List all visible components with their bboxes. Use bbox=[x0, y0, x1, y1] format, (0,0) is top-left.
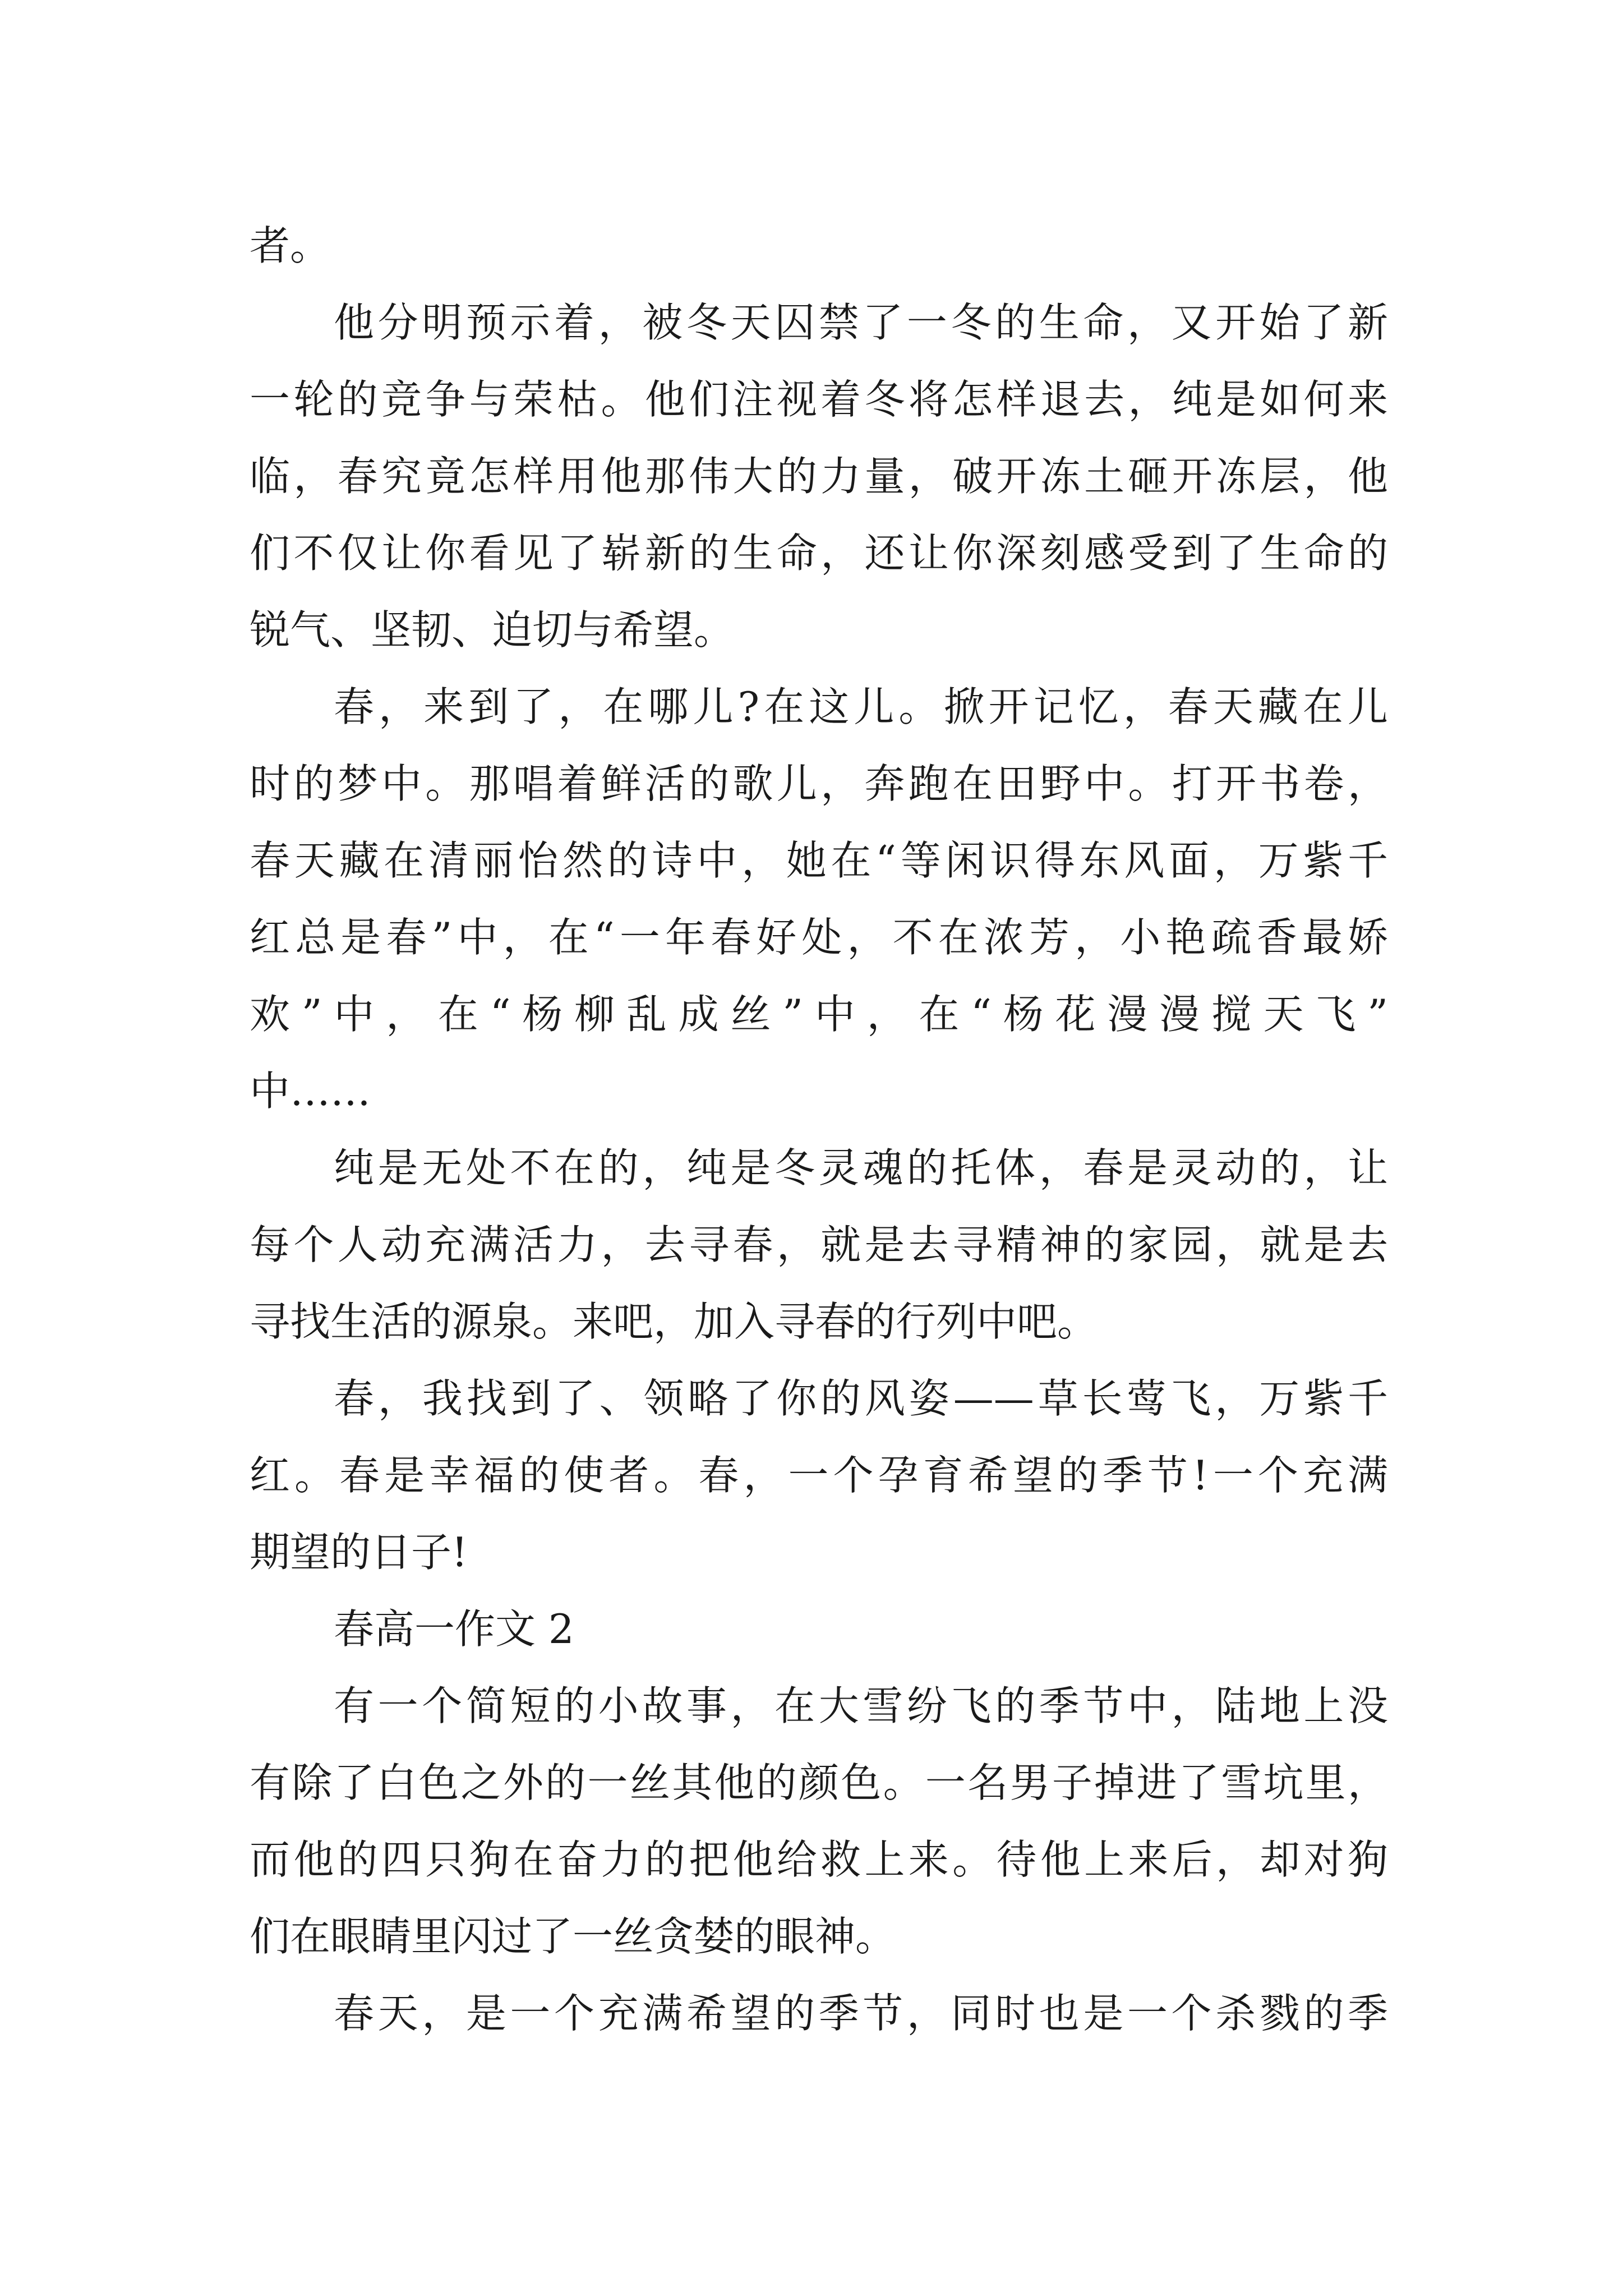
text-line: 寻找生活的源泉。来吧，加入寻春的行列中吧。 bbox=[250, 1298, 1098, 1345]
text-line: 每个人动充满活力，去寻春，就是去寻精神的家园，就是去 bbox=[250, 1221, 1388, 1268]
text-line: 有除了白色之外的一丝其他的颜色。一名男子掉进了雪坑里， bbox=[250, 1759, 1388, 1806]
text-line: 们不仅让你看见了崭新的生命，还让你深刻感受到了生命的 bbox=[250, 530, 1388, 577]
text-line: 红总是春”中，在“一年春好处，不在浓芳，小艳疏香最娇 bbox=[250, 914, 1388, 961]
text-line: 锐气、坚韧、迫切与希望。 bbox=[250, 606, 735, 654]
text-line: 春，我找到了、领略了你的风姿——草长莺飞，万紫千 bbox=[334, 1375, 1388, 1422]
text-line: 而他的四只狗在奋力的把他给救上来。待他上来后，却对狗 bbox=[250, 1836, 1388, 1883]
text-line: 者。 bbox=[250, 222, 331, 269]
document-body bbox=[250, 208, 1388, 2052]
text-line: 春，来到了，在哪儿?在这儿。掀开记忆，春天藏在儿 bbox=[334, 683, 1388, 730]
section-heading: 春高一作文 2 bbox=[334, 1605, 574, 1653]
text-line: 期望的日子! bbox=[250, 1529, 468, 1576]
text-line: 纯是无处不在的，纯是冬灵魂的托体，春是灵动的，让 bbox=[334, 1144, 1388, 1191]
text-line: 有一个简短的小故事，在大雪纷飞的季节中，陆地上没 bbox=[334, 1682, 1388, 1729]
text-line: 他分明预示着，被冬天囚禁了一冬的生命，又开始了新 bbox=[334, 299, 1388, 346]
text-line: 欢”中，在“杨柳乱成丝”中，在“杨花漫漫搅天飞” bbox=[250, 991, 1388, 1038]
text-line: 时的梦中。那唱着鲜活的歌儿，奔跑在田野中。打开书卷， bbox=[250, 760, 1388, 807]
text-line: 春天，是一个充满希望的季节，同时也是一个杀戮的季 bbox=[334, 1990, 1388, 2037]
text-line: 一轮的竞争与荣枯。他们注视着冬将怎样退去，纯是如何来 bbox=[250, 376, 1388, 423]
text-line: 们在眼睛里闪过了一丝贪婪的眼神。 bbox=[250, 1913, 896, 1960]
text-line: 临，春究竟怎样用他那伟大的力量，破开冻土砸开冻层，他 bbox=[250, 453, 1388, 500]
text-line: 红。春是幸福的使者。春，一个孕育希望的季节!一个充满 bbox=[250, 1452, 1388, 1499]
text-line: 春天藏在清丽怡然的诗中，她在“等闲识得东风面，万紫千 bbox=[250, 837, 1388, 884]
text-line: 中…… bbox=[250, 1068, 371, 1115]
